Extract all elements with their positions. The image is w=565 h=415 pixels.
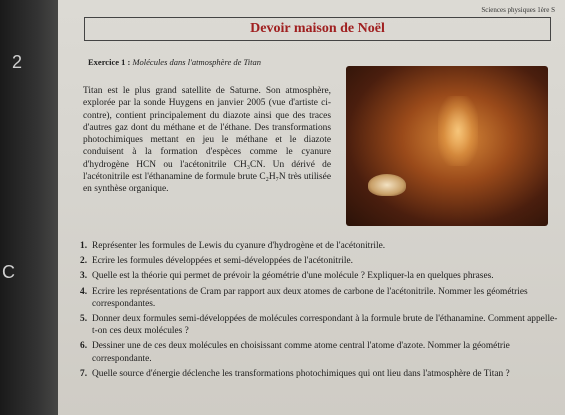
question-number: 2. (80, 256, 88, 267)
image-glow (438, 96, 478, 166)
titan-artist-view-image (346, 66, 548, 226)
question-text: Quelle source d'énergie déclenche les transformations photochimiques qui ont lieu dans l'atmosphère de Titan ? (92, 368, 510, 379)
question-number: 3. (80, 271, 88, 282)
margin-letter: C (2, 262, 15, 282)
question-item (80, 313, 560, 337)
question-number: 6. (80, 341, 88, 352)
question-item (80, 286, 560, 310)
question-text: Ecrire les représentations de Cram par rapport aux deux atomes de carbone de l'acétonitrile. Nommer les géométries correspondantes. (92, 286, 528, 309)
question-number: 7. (80, 368, 88, 379)
document-page (58, 0, 565, 415)
question-list (80, 240, 560, 383)
subject-label: Sciences physiques 1ère S (481, 6, 555, 14)
question-text: Donner deux formules semi-développées de molécules correspondant à la formule brute de l'éthanamine. Comment appelle-t-on ces deux molécules ? (92, 314, 558, 337)
question-number: 4. (80, 286, 88, 297)
background-margin (0, 0, 62, 415)
question-text: Représenter les formules de Lewis du cyanure d'hydrogène et de l'acétonitrile. (92, 241, 386, 251)
margin-page-number: 2 (12, 52, 23, 72)
question-item (80, 340, 560, 364)
question-item (80, 240, 560, 252)
document-title: Devoir maison de Noël (84, 17, 551, 41)
question-item (80, 255, 560, 267)
exercise-title: Molécules dans l'atmosphère de Titan (132, 57, 261, 67)
intro-paragraph: Titan est le plus grand satellite de Saturne. Son atmosphère, explorée par la sonde Huygens en janvier 2005 (vue d'artiste ci-contre), contient principalement du diazote ainsi que des traces d'autres gaz dont du méthane et de l'éthane. Des transformations photochimiques mettant en jeu le méthane et le diazote conduisent à la formation d'espèces comme le cyanure d'hydrogène HCN ou l'acétonitrile CH₃CN. Un dérivé de l'acétonitrile est l'éthanamine de formule brute C₂H₇N très utilisée en synthèse organique. (83, 86, 331, 195)
exercise-label: Exercice 1 : (88, 57, 131, 67)
huygens-probe-shape (368, 174, 406, 196)
question-text: Ecrire les formules développées et semi-développées de l'acétonitrile. (92, 256, 353, 267)
question-text: Quelle est la théorie qui permet de prévoir la géométrie d'une molécule ? Expliquer-la en quelques phrases. (92, 271, 494, 282)
question-item (80, 368, 560, 380)
question-text: Dessiner une de ces deux molécules en choisissant comme atome central l'atome d'azote. Nommer la géométrie correspondante. (92, 341, 510, 364)
exercise-heading (88, 57, 261, 67)
question-number: 1. (80, 241, 88, 251)
question-number: 5. (80, 314, 88, 325)
question-item (80, 270, 560, 282)
